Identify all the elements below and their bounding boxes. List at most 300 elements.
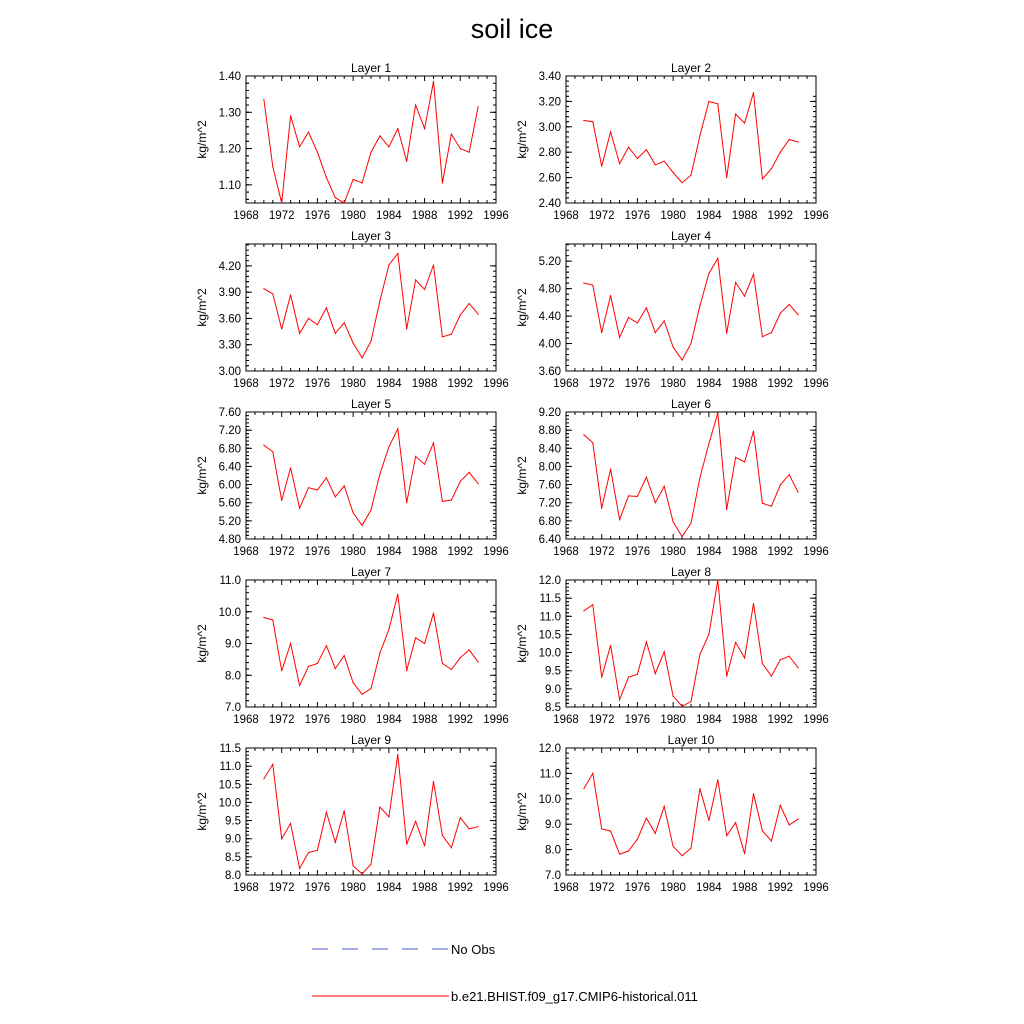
y-tick-label: 2.80: [538, 147, 561, 160]
panel-title: Layer 7: [350, 565, 392, 579]
panel-title: Layer 4: [670, 229, 712, 243]
data-point: [583, 434, 584, 435]
data-point: [433, 81, 434, 82]
y-axis-label: kg/m^2: [515, 792, 529, 831]
data-point: [673, 846, 674, 847]
data-point: [601, 508, 602, 509]
y-axis-label: kg/m^2: [195, 456, 209, 495]
data-point: [753, 274, 754, 275]
data-point: [263, 778, 264, 779]
panel-layer-6: [515, 397, 829, 558]
data-point: [344, 202, 345, 203]
y-tick-label: 1.40: [218, 71, 241, 83]
x-tick-label: 1992: [767, 210, 794, 222]
series-line: [264, 755, 478, 874]
data-point: [424, 464, 425, 465]
x-tick-label: 1972: [588, 882, 615, 894]
data-point: [789, 474, 790, 475]
data-point: [370, 341, 371, 342]
data-point: [406, 161, 407, 162]
x-tick-label: 1988: [411, 546, 438, 558]
data-point: [655, 164, 656, 165]
data-point: [263, 445, 264, 446]
data-point: [682, 536, 683, 537]
data-point: [601, 166, 602, 167]
y-tick-label: 4.80: [218, 534, 241, 546]
x-tick-label: 1996: [803, 210, 829, 222]
data-point: [628, 147, 629, 148]
x-tick-label: 1992: [447, 882, 474, 894]
data-point: [798, 667, 799, 668]
data-point: [460, 148, 461, 149]
y-tick-label: 2.60: [538, 172, 561, 185]
data-point: [290, 294, 291, 295]
x-tick-label: 1984: [376, 714, 402, 726]
x-tick-label: 1992: [767, 714, 794, 726]
x-tick-label: 1988: [411, 378, 438, 390]
data-point: [798, 819, 799, 820]
x-tick-label: 1996: [483, 378, 509, 390]
data-point: [415, 279, 416, 280]
panel-title: Layer 3: [350, 229, 392, 243]
data-point: [699, 788, 700, 789]
x-tick-label: 1980: [340, 378, 366, 390]
x-tick-label: 1984: [696, 210, 722, 222]
x-tick-label: 1980: [340, 714, 366, 726]
legend-label-no-obs: No Obs: [451, 942, 496, 957]
data-point: [780, 659, 781, 660]
data-point: [753, 431, 754, 432]
data-point: [699, 477, 700, 478]
y-tick-label: 9.5: [545, 665, 561, 678]
data-point: [717, 779, 718, 780]
data-point: [780, 152, 781, 153]
x-tick-label: 1972: [588, 378, 615, 390]
data-point: [263, 617, 264, 618]
data-point: [263, 99, 264, 100]
data-point: [388, 629, 389, 630]
x-tick-label: 1988: [731, 210, 758, 222]
data-point: [708, 820, 709, 821]
data-point: [619, 163, 620, 164]
y-tick-label: 4.00: [538, 338, 561, 351]
data-point: [353, 865, 354, 866]
x-tick-label: 1992: [447, 546, 474, 558]
data-point: [460, 481, 461, 482]
data-point: [469, 303, 470, 304]
data-point: [469, 472, 470, 473]
data-point: [308, 132, 309, 133]
data-point: [397, 253, 398, 254]
data-point: [290, 643, 291, 644]
data-point: [726, 835, 727, 836]
data-point: [646, 149, 647, 150]
data-point: [744, 853, 745, 854]
data-point: [379, 135, 380, 136]
data-point: [299, 508, 300, 509]
data-point: [628, 677, 629, 678]
panel-layer-9: [195, 733, 509, 894]
y-tick-label: 11.5: [539, 593, 561, 606]
x-tick-label: 1968: [233, 714, 259, 726]
data-point: [424, 289, 425, 290]
data-point: [673, 172, 674, 173]
y-axis-label: kg/m^2: [195, 288, 209, 327]
x-tick-label: 1972: [268, 882, 295, 894]
panel-title: Layer 6: [670, 397, 712, 411]
x-tick-label: 1984: [376, 378, 402, 390]
data-point: [753, 793, 754, 794]
data-point: [370, 152, 371, 153]
y-tick-label: 6.80: [538, 515, 561, 528]
y-tick-label: 1.10: [218, 179, 241, 192]
data-point: [397, 754, 398, 755]
x-tick-label: 1976: [304, 210, 331, 222]
y-tick-label: 10.5: [538, 629, 561, 642]
x-tick-label: 1996: [803, 882, 829, 894]
panel-title: Layer 2: [670, 61, 712, 75]
data-point: [424, 643, 425, 644]
x-tick-label: 1992: [447, 210, 474, 222]
data-point: [655, 833, 656, 834]
x-tick-label: 1976: [624, 210, 651, 222]
x-tick-label: 1968: [553, 714, 579, 726]
y-tick-label: 10.5: [218, 779, 241, 792]
x-tick-label: 1992: [767, 378, 794, 390]
data-point: [326, 477, 327, 478]
series-line: [584, 413, 798, 537]
data-point: [370, 688, 371, 689]
x-tick-label: 1988: [411, 882, 438, 894]
y-tick-label: 6.80: [218, 443, 241, 456]
data-point: [308, 318, 309, 319]
y-tick-label: 11.0: [219, 575, 241, 587]
data-point: [451, 669, 452, 670]
data-point: [424, 128, 425, 129]
panel-layer-5: [195, 397, 509, 558]
y-tick-label: 5.20: [218, 515, 241, 528]
y-tick-label: 12.0: [538, 575, 561, 587]
panel-layer-1: [195, 61, 509, 222]
data-point: [735, 457, 736, 458]
data-point: [308, 666, 309, 667]
data-point: [682, 182, 683, 183]
chart-title: soil ice: [470, 14, 554, 44]
y-tick-label: 7.0: [545, 870, 561, 882]
y-tick-label: 6.40: [218, 461, 241, 474]
x-tick-label: 1996: [803, 546, 829, 558]
data-point: [335, 197, 336, 198]
y-tick-label: 12.0: [538, 743, 561, 755]
y-tick-label: 10.0: [538, 793, 561, 806]
x-tick-label: 1972: [268, 546, 295, 558]
y-tick-label: 7.60: [538, 479, 561, 492]
y-axis-label: kg/m^2: [195, 792, 209, 831]
data-point: [370, 509, 371, 510]
data-point: [335, 496, 336, 497]
y-tick-label: 5.20: [538, 256, 561, 269]
data-point: [735, 822, 736, 823]
data-point: [717, 412, 718, 413]
data-point: [628, 317, 629, 318]
data-point: [344, 810, 345, 811]
data-point: [478, 483, 479, 484]
series-line: [264, 254, 478, 358]
x-tick-label: 1980: [660, 378, 686, 390]
data-point: [317, 850, 318, 851]
y-tick-label: 7.60: [218, 407, 241, 419]
series-line: [584, 258, 798, 360]
data-point: [397, 594, 398, 595]
data-point: [744, 122, 745, 123]
data-point: [717, 579, 718, 580]
data-point: [637, 839, 638, 840]
data-point: [726, 177, 727, 178]
y-tick-label: 10.0: [218, 606, 241, 619]
data-point: [353, 179, 354, 180]
data-point: [388, 146, 389, 147]
data-point: [353, 512, 354, 513]
y-tick-label: 4.20: [218, 260, 241, 273]
data-point: [601, 677, 602, 678]
data-point: [619, 337, 620, 338]
data-point: [771, 332, 772, 333]
y-tick-label: 3.90: [218, 287, 241, 300]
data-point: [646, 307, 647, 308]
data-point: [379, 300, 380, 301]
data-point: [699, 654, 700, 655]
x-tick-label: 1976: [304, 882, 331, 894]
y-tick-label: 1.20: [218, 143, 241, 156]
data-point: [272, 619, 273, 620]
data-point: [601, 828, 602, 829]
data-point: [451, 847, 452, 848]
data-point: [299, 146, 300, 147]
data-point: [735, 642, 736, 643]
data-point: [708, 101, 709, 102]
x-tick-label: 1968: [553, 882, 579, 894]
data-point: [272, 293, 273, 294]
x-tick-label: 1976: [304, 546, 331, 558]
data-point: [637, 496, 638, 497]
data-point: [406, 844, 407, 845]
x-tick-label: 1988: [411, 210, 438, 222]
data-point: [690, 343, 691, 344]
data-point: [583, 610, 584, 611]
data-point: [433, 781, 434, 782]
series-line: [584, 580, 798, 706]
data-point: [478, 661, 479, 662]
data-point: [308, 852, 309, 853]
x-tick-label: 1968: [553, 378, 579, 390]
y-tick-label: 9.5: [225, 815, 241, 828]
data-point: [415, 821, 416, 822]
data-point: [442, 501, 443, 502]
data-point: [610, 131, 611, 132]
data-point: [664, 320, 665, 321]
panel-title: Layer 10: [667, 733, 715, 747]
data-point: [682, 706, 683, 707]
data-point: [281, 328, 282, 329]
plot-frame: [566, 244, 816, 371]
x-tick-label: 1980: [660, 714, 686, 726]
x-tick-label: 1968: [233, 210, 259, 222]
data-point: [290, 823, 291, 824]
plot-frame: [246, 244, 496, 371]
data-point: [771, 840, 772, 841]
data-point: [281, 670, 282, 671]
series-line: [264, 81, 478, 203]
data-point: [344, 322, 345, 323]
data-point: [628, 850, 629, 851]
y-tick-label: 8.0: [545, 844, 561, 857]
data-point: [308, 487, 309, 488]
data-point: [601, 332, 602, 333]
data-point: [655, 673, 656, 674]
data-point: [379, 652, 380, 653]
y-tick-label: 8.00: [538, 461, 561, 474]
series-line: [264, 429, 478, 526]
data-point: [469, 828, 470, 829]
data-point: [460, 314, 461, 315]
x-tick-label: 1988: [731, 378, 758, 390]
data-point: [326, 307, 327, 308]
data-point: [664, 651, 665, 652]
data-point: [451, 499, 452, 500]
data-point: [272, 451, 273, 452]
data-point: [406, 502, 407, 503]
data-point: [370, 864, 371, 865]
data-point: [664, 161, 665, 162]
data-point: [272, 166, 273, 167]
data-point: [281, 838, 282, 839]
data-point: [637, 674, 638, 675]
data-point: [362, 182, 363, 183]
x-tick-label: 1968: [233, 378, 259, 390]
x-tick-label: 1992: [767, 546, 794, 558]
y-tick-label: 6.00: [218, 479, 241, 492]
data-point: [610, 469, 611, 470]
x-tick-label: 1976: [624, 378, 651, 390]
data-point: [442, 835, 443, 836]
x-tick-label: 1972: [588, 714, 615, 726]
data-point: [789, 824, 790, 825]
y-tick-label: 2.40: [538, 198, 561, 210]
data-point: [619, 854, 620, 855]
data-point: [789, 656, 790, 657]
data-point: [798, 492, 799, 493]
data-point: [433, 612, 434, 613]
data-point: [379, 807, 380, 808]
y-tick-label: 9.0: [545, 819, 561, 832]
y-tick-label: 4.40: [538, 311, 561, 324]
data-point: [317, 489, 318, 490]
data-point: [290, 467, 291, 468]
panel-layer-4: [515, 229, 829, 390]
data-point: [753, 92, 754, 93]
y-tick-label: 8.80: [538, 425, 561, 438]
panel-title: Layer 8: [670, 565, 712, 579]
data-point: [762, 663, 763, 664]
data-point: [478, 106, 479, 107]
y-tick-label: 7.20: [218, 425, 241, 438]
y-tick-label: 11.5: [219, 743, 241, 755]
x-tick-label: 1996: [803, 714, 829, 726]
x-tick-label: 1984: [696, 378, 722, 390]
data-point: [628, 495, 629, 496]
y-tick-label: 9.20: [538, 407, 561, 419]
y-axis-label: kg/m^2: [515, 120, 529, 159]
data-point: [478, 826, 479, 827]
data-point: [726, 333, 727, 334]
data-point: [335, 842, 336, 843]
data-point: [682, 855, 683, 856]
data-point: [415, 637, 416, 638]
legend-label-model-run: b.e21.BHIST.f09_g17.CMIP6-historical.011: [451, 989, 698, 1004]
data-point: [673, 696, 674, 697]
data-point: [433, 442, 434, 443]
data-point: [326, 812, 327, 813]
data-point: [708, 634, 709, 635]
y-axis-label: kg/m^2: [195, 120, 209, 159]
data-point: [771, 676, 772, 677]
data-point: [317, 663, 318, 664]
data-point: [344, 655, 345, 656]
data-point: [272, 764, 273, 765]
data-point: [726, 676, 727, 677]
data-point: [469, 152, 470, 153]
plot-frame: [566, 580, 816, 707]
y-axis-label: kg/m^2: [515, 624, 529, 663]
data-point: [469, 649, 470, 650]
data-point: [619, 519, 620, 520]
data-point: [637, 158, 638, 159]
data-point: [726, 509, 727, 510]
data-point: [388, 446, 389, 447]
data-point: [415, 104, 416, 105]
data-point: [646, 477, 647, 478]
data-point: [798, 314, 799, 315]
data-point: [699, 135, 700, 136]
data-point: [682, 359, 683, 360]
data-point: [424, 845, 425, 846]
data-point: [451, 134, 452, 135]
x-tick-label: 1988: [731, 882, 758, 894]
x-tick-label: 1976: [624, 546, 651, 558]
x-tick-label: 1984: [376, 210, 402, 222]
panel-layer-3: [195, 229, 509, 390]
y-tick-label: 3.60: [218, 313, 241, 326]
x-tick-label: 1980: [660, 882, 686, 894]
data-point: [637, 322, 638, 323]
x-tick-label: 1980: [340, 546, 366, 558]
x-tick-label: 1988: [731, 714, 758, 726]
data-point: [673, 346, 674, 347]
y-tick-label: 9.0: [545, 683, 561, 696]
data-point: [655, 332, 656, 333]
y-tick-label: 7.20: [538, 497, 561, 510]
data-point: [326, 645, 327, 646]
data-point: [362, 873, 363, 874]
x-tick-label: 1996: [483, 546, 509, 558]
data-point: [664, 486, 665, 487]
x-tick-label: 1992: [767, 882, 794, 894]
x-tick-label: 1968: [553, 210, 579, 222]
x-tick-label: 1968: [233, 546, 259, 558]
data-point: [442, 336, 443, 337]
data-point: [762, 336, 763, 337]
data-point: [397, 428, 398, 429]
